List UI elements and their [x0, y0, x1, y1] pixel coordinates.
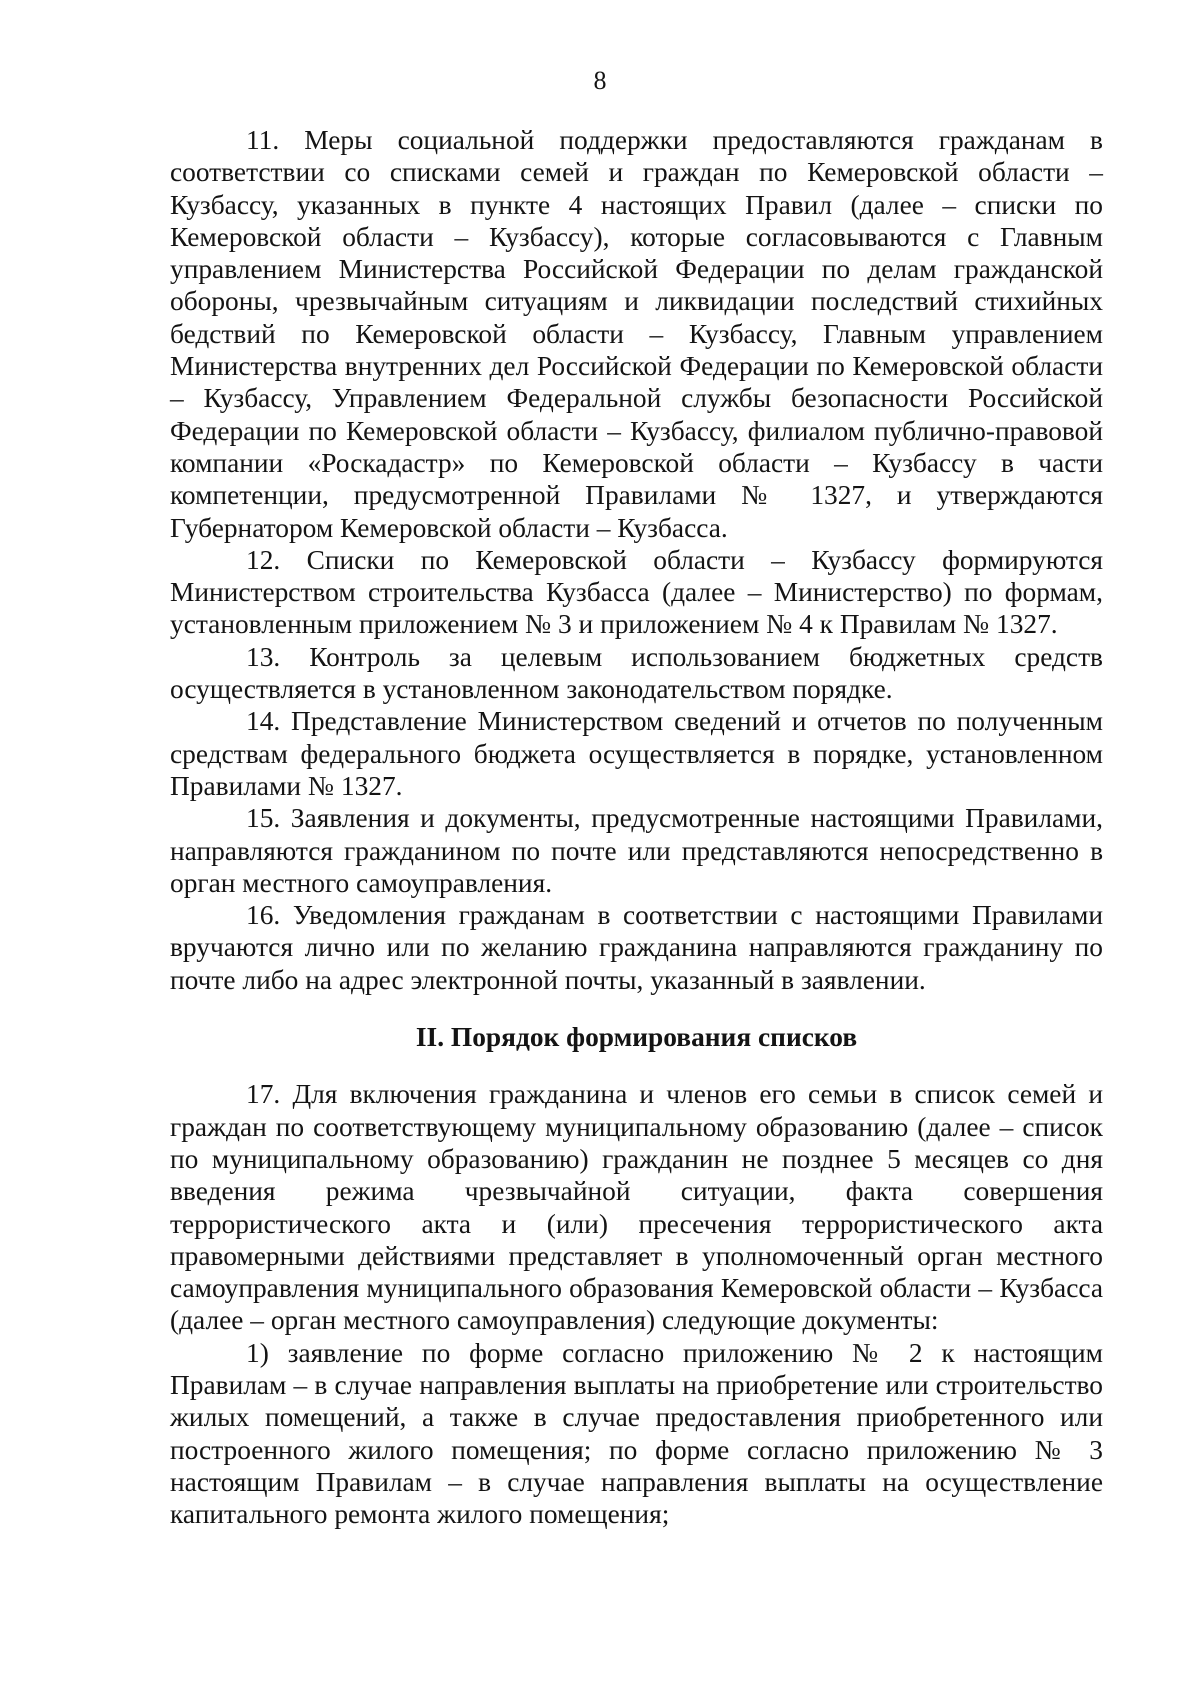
paragraph-17: 17. Для включения гражданина и членов его семьи в список семей и граждан по соответствующему муниципальному образованию (далее – список по муниципальному образованию) гражданин не позднее 5 месяцев со дня введения режима чрезвычайной ситуации, факта совершения террористического акта и (или) пресечения террористического акта правомерными действиями представляет в уполномоченный орган местного самоуправления муниципального образования Кемеровской области – Кузбасса (далее – орган местного самоуправления) следующие документы: [170, 1079, 1103, 1336]
paragraph-17-item-1: 1) заявление по форме согласно приложению № 2 к настоящим Правилам – в случае направления выплаты на приобретение или строительство жилых помещений, а также в случае предоставления приобретенного или построенного жилого помещения; по форме согласно приложению № 3 настоящим Правилам – в случае направления выплаты на осуществление капитального ремонта жилого помещения; [170, 1337, 1103, 1530]
paragraph-12: 12. Списки по Кемеровской области – Кузбассу формируются Министерством строительства Кузбасса (далее – Министерство) по формам, установленным приложением № 3 и приложением № 4 к Правилам № 1327. [170, 544, 1103, 640]
paragraph-14: 14. Представление Министерством сведений и отчетов по полученным средствам федерального бюджета осуществляется в порядке, установленном Правилами № 1327. [170, 706, 1103, 801]
page-number: 8 [593, 66, 607, 95]
paragraph-15: 15. Заявления и документы, предусмотренные настоящими Правилами, направляются гражданином по почте или представляются непосредственно в орган местного самоуправления. [170, 803, 1103, 898]
document-body [170, 124, 1103, 1530]
paragraph-11: 11. Меры социальной поддержки предоставляются гражданам в соответствии со списками семей и граждан по Кемеровской области – Кузбассу, указанных в пункте 4 настоящих Правил (далее – списки по Кемеровской области – Кузбассу), которые согласовываются с Главным управлением Министерства Российской Федерации по делам гражданской обороны, чрезвычайным ситуациям и ликвидации последствий стихийных бедствий по Кемеровской области – Кузбассу, Главным управлением Министерства внутренних дел Российской Федерации по Кемеровской области – Кузбассу, Управлением Федеральной службы безопасности Российской Федерации по Кемеровской области – Кузбассу, филиалом публично-правовой компании «Роскадастр» по Кемеровской области – Кузбассу в части компетенции, предусмотренной Правилами № 1327, и утверждаются Губернатором Кемеровской области – Кузбасса. [170, 125, 1103, 543]
paragraph-13: 13. Контроль за целевым использованием бюджетных средств осуществляется в установленном законодательством порядке. [170, 641, 1103, 705]
paragraph-16: 16. Уведомления гражданам в соответствии с настоящими Правилами вручаются лично или по желанию гражданина направляются гражданину по почте либо на адрес электронной почты, указанный в заявлении. [170, 900, 1103, 995]
section-heading: II. Порядок формирования списков [415, 1022, 858, 1053]
